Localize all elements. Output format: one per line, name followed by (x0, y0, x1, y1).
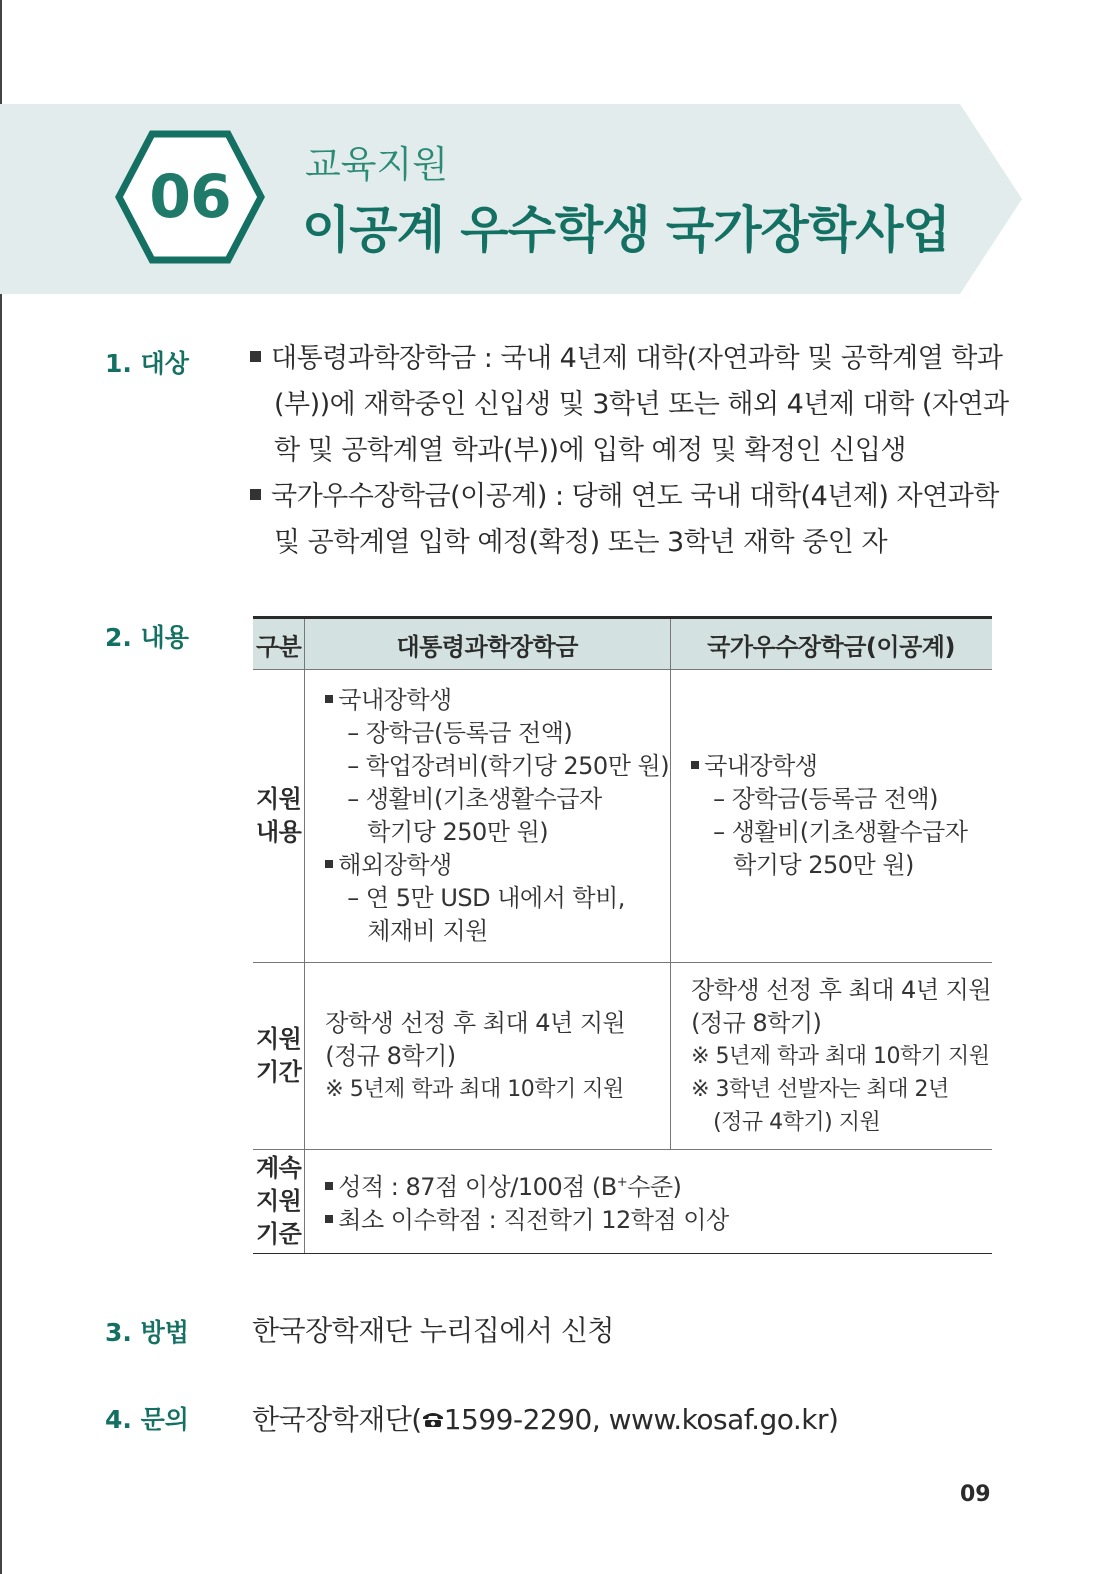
row-label: 지원 내용 (253, 670, 305, 963)
table-cell: 성적 : 87점 이상/100점 (B+수준) 최소 이수학점 : 직전학기 12학점 이상 (305, 1150, 992, 1254)
table-cell: 국내장학생 – 장학금(등록금 전액) – 학업장려비(학기당 250만 원) – 생활비(기초생활수급자 학기당 250만 원) 해외장학생 – 연 5만 USD 내에서 학비, 체재비 지원 (305, 670, 671, 963)
square-bullet-icon (325, 860, 333, 868)
target-bullet: 대통령과학장학금 : 국내 4년제 대학(자연과학 및 공학계열 학과(부))에 재학중인 신입생 및 3학년 또는 해외 4년제 대학 (자연과학 및 공학계열 학과(부))에 입학 예정 및 확정인 신입생 (250, 336, 1010, 474)
table-row-criteria (253, 1150, 992, 1254)
table-header-cell: 구분 (253, 618, 305, 670)
contact-text: 한국장학재단( 1599-2290, www.kosaf.go.kr) (252, 1403, 839, 1436)
table-cell: 장학생 선정 후 최대 4년 지원 (정규 8학기) ※ 5년제 학과 최대 10학기 지원 ※ 3학년 선발자는 최대 2년 (정규 4학기) 지원 (671, 963, 992, 1150)
header-category: 교육지원 (305, 143, 448, 186)
section-number: 06 (149, 162, 231, 232)
table-header-row (253, 618, 992, 670)
square-bullet-icon (325, 695, 333, 703)
table-row-period (253, 963, 992, 1150)
square-bullet-icon (325, 1215, 333, 1223)
table-row-support (253, 670, 992, 963)
square-bullet-icon (250, 489, 261, 500)
target-bullet: 국가우수장학금(이공계) : 당해 연도 국내 대학(4년제) 자연과학 및 공학계열 입학 예정(확정) 또는 3학년 재학 중인 자 (250, 474, 1010, 566)
section-label-method: 3. 방법 (105, 1318, 189, 1347)
table-header-cell: 국가우수장학금(이공계) (671, 618, 992, 670)
target-bullets (250, 336, 1010, 566)
square-bullet-icon (691, 761, 699, 769)
row-label: 지원 기간 (253, 963, 305, 1150)
square-bullet-icon (250, 351, 261, 362)
section-label-contact: 4. 문의 (105, 1405, 189, 1434)
method-text: 한국장학재단 누리집에서 신청 (252, 1314, 614, 1347)
row-label: 계속 지원 기준 (253, 1150, 305, 1254)
section-label-target: 1. 대상 (105, 349, 189, 378)
table-header-cell: 대통령과학장학금 (305, 618, 671, 670)
page-number: 09 (960, 1482, 991, 1507)
square-bullet-icon (325, 1182, 333, 1190)
table-cell: 국내장학생 – 장학금(등록금 전액) – 생활비(기초생활수급자 학기당 250만 원) (671, 670, 992, 963)
telephone-icon (422, 1411, 444, 1427)
scholarship-table (253, 616, 992, 1254)
table-cell: 장학생 선정 후 최대 4년 지원 (정규 8학기) ※ 5년제 학과 최대 10학기 지원 (305, 963, 671, 1150)
section-label-content: 2. 내용 (105, 623, 189, 652)
page-title: 이공계 우수학생 국가장학사업 (302, 201, 950, 259)
